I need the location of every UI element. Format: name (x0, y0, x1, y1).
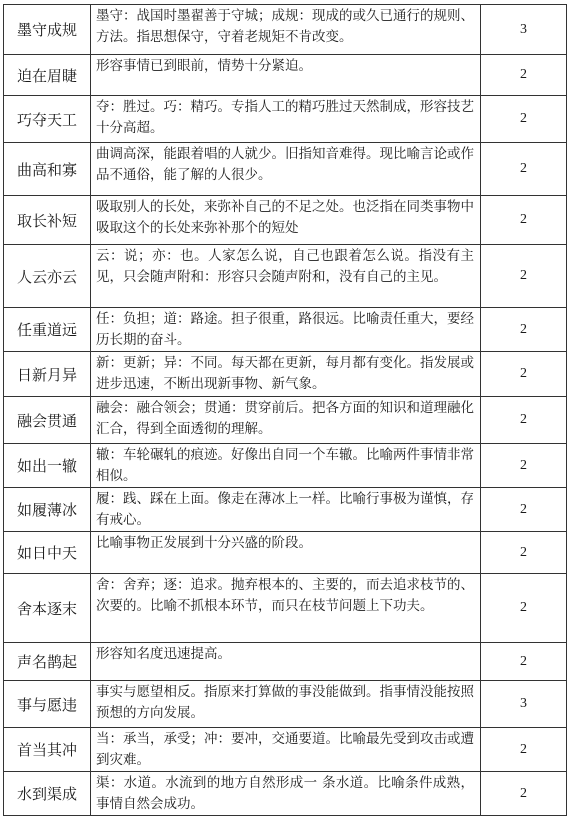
idiom-definition: 云：说；亦：也。人家怎么说，自己也跟着怎么说。指没有主见，只会随声附和：形容只会随声附和，没有自己的主见。 (91, 245, 481, 308)
idiom-definition: 任：负担；道：路途。担子很重，路很远。比喻责任重大，要经历长期的奋斗。 (91, 308, 481, 352)
idiom-term: 任重道远 (4, 308, 91, 352)
idiom-definition: 融会：融合领会；贯通：贯穿前后。把各方面的知识和道理融化汇合，得到全面透彻的理解。 (91, 397, 481, 444)
table-row (4, 352, 567, 397)
idiom-term: 舍本逐末 (4, 574, 91, 643)
idiom-definition: 事实与愿望相反。指原来打算做的事没能做到。指事情没能按照预想的方向发展。 (91, 681, 481, 728)
table-row (4, 143, 567, 196)
idiom-count: 2 (481, 643, 567, 681)
table-row (4, 488, 567, 532)
table-row (4, 681, 567, 728)
idiom-term: 人云亦云 (4, 245, 91, 308)
idiom-definition: 辙：车轮碾轧的痕迹。好像出自同一个车辙。比喻两件事情非常相似。 (91, 444, 481, 488)
table-row (4, 96, 567, 143)
idiom-term: 如履薄冰 (4, 488, 91, 532)
idiom-term: 如出一辙 (4, 444, 91, 488)
table-row (4, 444, 567, 488)
idiom-definition: 舍：舍弃；逐：追求。抛弃根本的、主要的，而去追求枝节的、次要的。比喻不抓根本环节，而只在枝节问题上下功夫。 (91, 574, 481, 643)
idiom-count: 2 (481, 574, 567, 643)
idiom-count: 2 (481, 352, 567, 397)
idiom-count: 2 (481, 728, 567, 772)
idiom-count: 3 (481, 681, 567, 728)
idiom-count: 2 (481, 532, 567, 574)
idiom-term: 事与愿违 (4, 681, 91, 728)
idiom-definition: 比喻事物正发展到十分兴盛的阶段。 (91, 532, 481, 574)
table-row (4, 55, 567, 96)
idiom-count: 2 (481, 488, 567, 532)
idiom-count: 2 (481, 96, 567, 143)
idiom-term: 墨守成规 (4, 5, 91, 55)
idiom-count: 2 (481, 397, 567, 444)
idiom-term: 首当其冲 (4, 728, 91, 772)
idiom-term: 如日中天 (4, 532, 91, 574)
idiom-term: 声名鹊起 (4, 643, 91, 681)
idiom-table (3, 4, 567, 816)
table-row (4, 772, 567, 816)
idiom-count: 2 (481, 55, 567, 96)
idiom-count: 2 (481, 772, 567, 816)
idiom-definition: 形容知名度迅速提高。 (91, 643, 481, 681)
table-row (4, 5, 567, 55)
idiom-count: 2 (481, 444, 567, 488)
idiom-definition: 渠：水道。水流到的地方自然形成一 条水道。比喻条件成熟，事情自然会成功。 (91, 772, 481, 816)
idiom-term: 取长补短 (4, 196, 91, 245)
table-row (4, 728, 567, 772)
idiom-term: 巧夺天工 (4, 96, 91, 143)
idiom-definition: 当：承当，承受；冲：要冲，交通要道。比喻最先受到攻击或遭到灾难。 (91, 728, 481, 772)
idiom-count: 2 (481, 308, 567, 352)
table-row (4, 532, 567, 574)
idiom-count: 2 (481, 245, 567, 308)
idiom-term: 融会贯通 (4, 397, 91, 444)
idiom-term: 曲高和寡 (4, 143, 91, 196)
idiom-term: 迫在眉睫 (4, 55, 91, 96)
idiom-definition: 吸取别人的长处，来弥补自己的不足之处。也泛指在同类事物中吸取这个的长处来弥补那个的短处 (91, 196, 481, 245)
idiom-count: 2 (481, 196, 567, 245)
idiom-count: 2 (481, 143, 567, 196)
table-row (4, 643, 567, 681)
table-row (4, 574, 567, 643)
idiom-definition: 新：更新；异：不同。每天都在更新，每月都有变化。指发展或进步迅速，不断出现新事物、新气象。 (91, 352, 481, 397)
idiom-definition: 夺：胜过。巧：精巧。专指人工的精巧胜过天然制成，形容技艺十分高超。 (91, 96, 481, 143)
idiom-definition: 形容事情已到眼前，情势十分紧迫。 (91, 55, 481, 96)
table-row (4, 397, 567, 444)
idiom-term: 日新月异 (4, 352, 91, 397)
idiom-definition: 履：践、踩在上面。像走在薄冰上一样。比喻行事极为谨慎，存有戒心。 (91, 488, 481, 532)
idiom-term: 水到渠成 (4, 772, 91, 816)
idiom-count: 3 (481, 5, 567, 55)
table-row (4, 245, 567, 308)
table-row (4, 308, 567, 352)
table-row (4, 196, 567, 245)
idiom-definition: 曲调高深，能跟着唱的人就少。旧指知音难得。现比喻言论或作品不通俗，能了解的人很少。 (91, 143, 481, 196)
idiom-definition: 墨守：战国时墨翟善于守城；成规：现成的或久已通行的规则、方法。指思想保守，守着老规矩不肯改变。 (91, 5, 481, 55)
